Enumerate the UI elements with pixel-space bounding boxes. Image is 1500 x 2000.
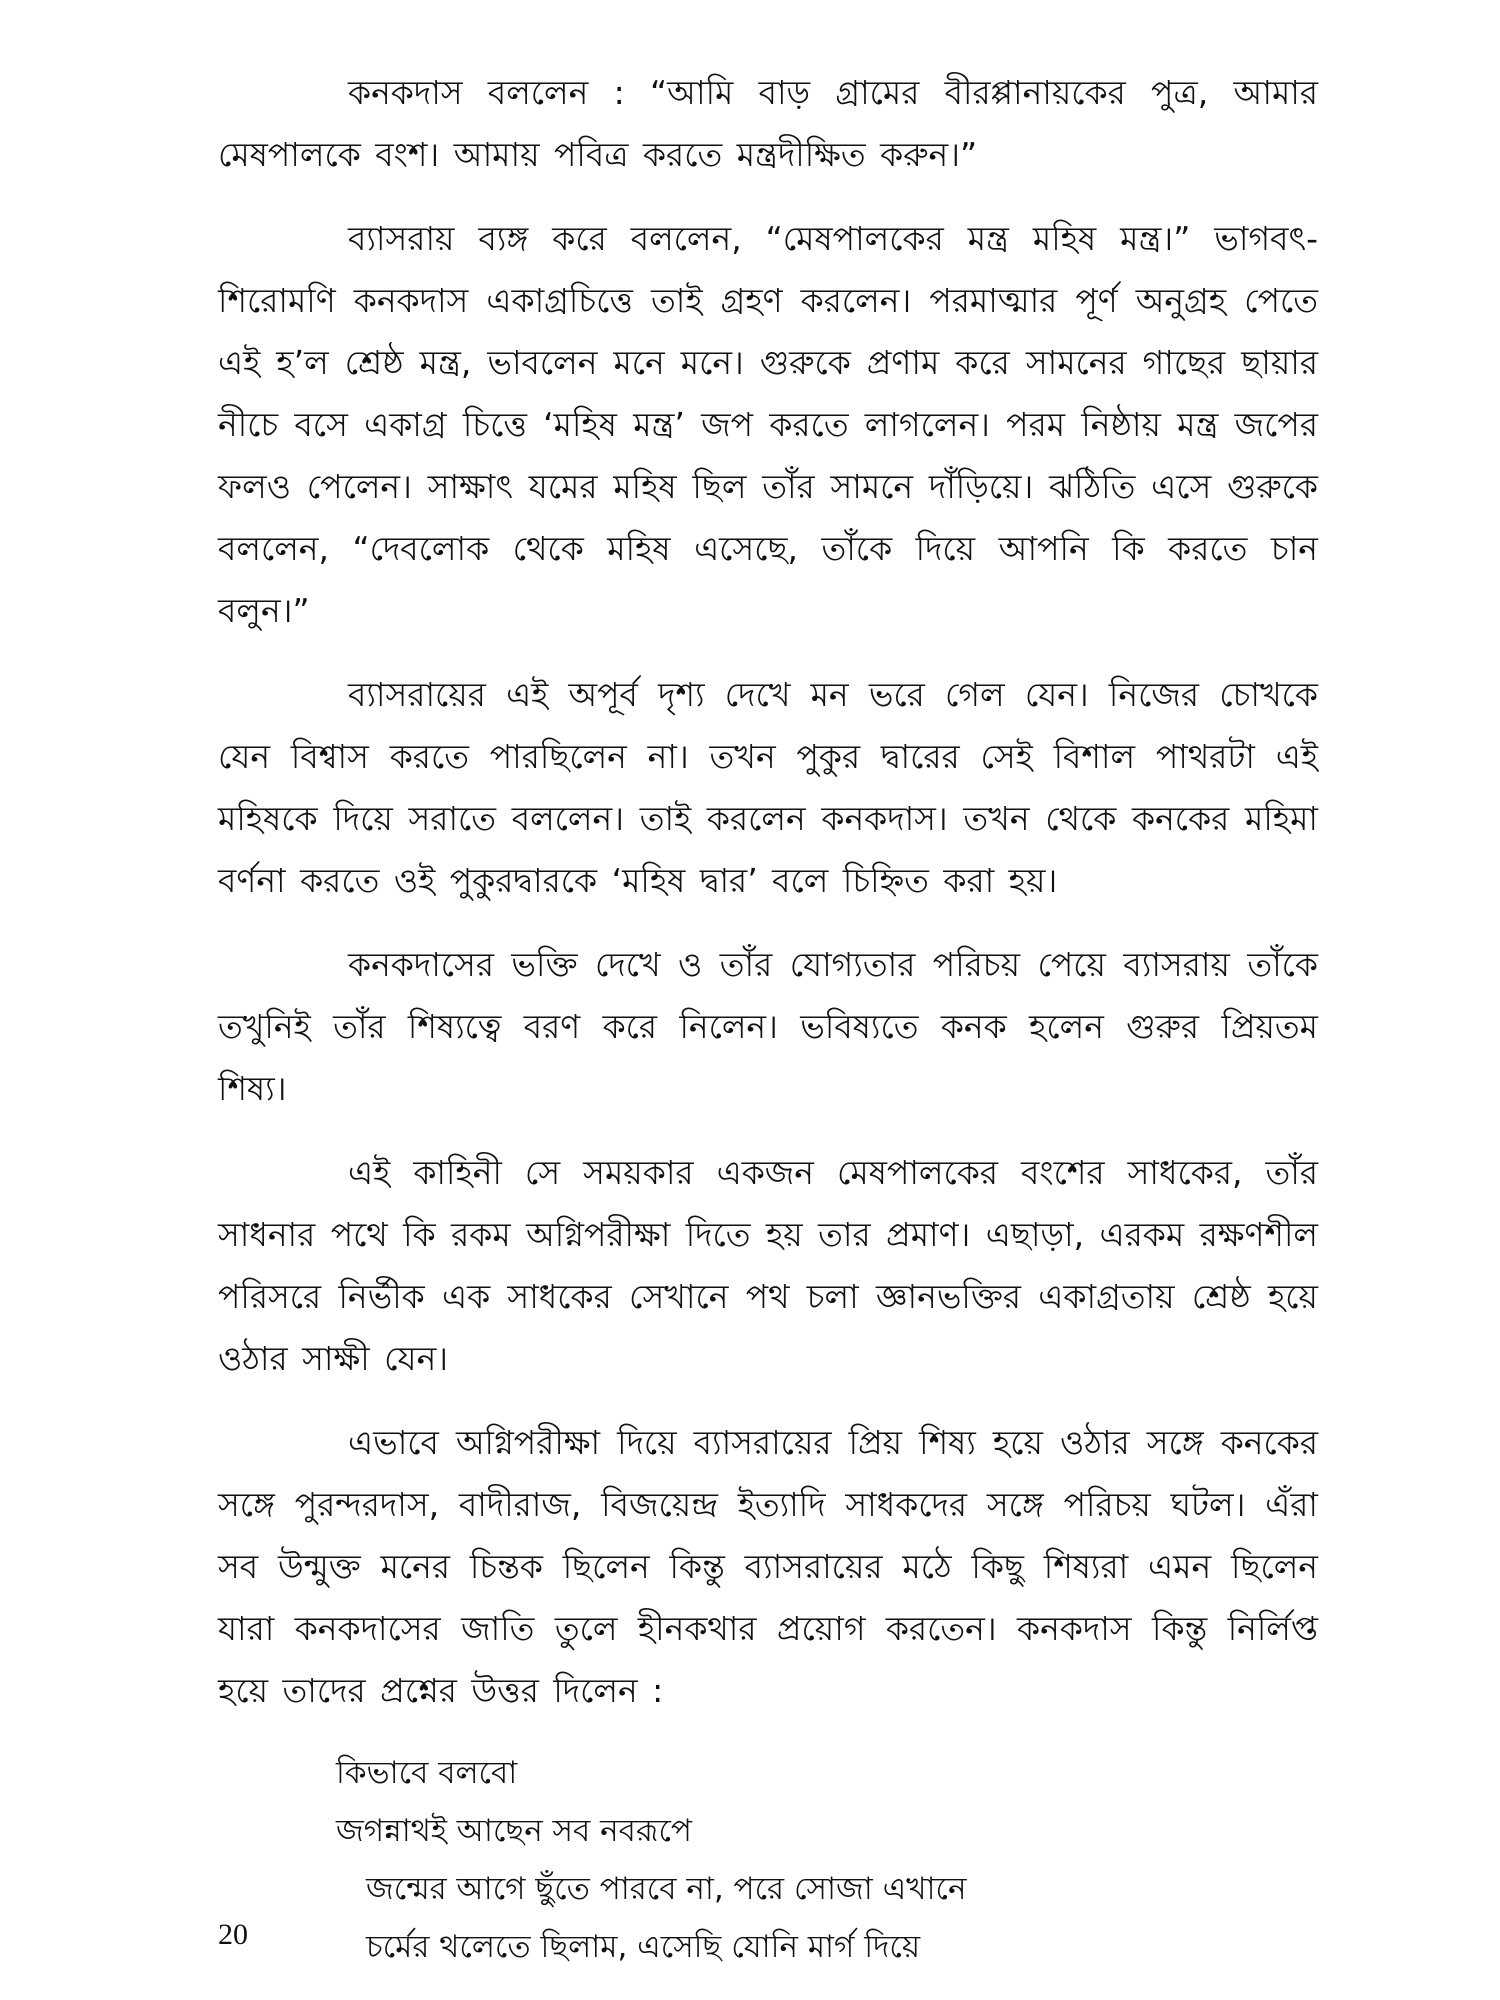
verse-line-1: কিভাবে বলবো	[336, 1755, 518, 1791]
paragraph-6: এভাবে অগ্নিপরীক্ষা দিয়ে ব্যাসরায়ের প্রিয় শিষ্য হয়ে ওঠার সঙ্গে কনকের সঙ্গে পুরন্দরদাস, বাদীরাজ, বিজয়েন্দ্র ইত্যাদি সাধকদের সঙ্গে পরিচয় ঘটল। এঁরা সব উন্মুক্ত মনের চিন্তক ছিলেন কিন্তু ব্যাসরায়ের মঠে কিছু শিষ্যরা এমন ছিলেন যারা কনকদাসের জাতি তুলে হীনকথার প্রয়োগ করতেন। কনকদাস কিন্তু নির্লিপ্ত হয়ে তাদের প্রশ্নের উত্তর দিলেন :	[218, 1423, 1318, 1710]
verse-line-3: জন্মের আগে ছুঁতে পারবে না, পরে সোজা এখানে	[366, 1871, 967, 1907]
verse-block	[218, 1744, 1318, 1976]
paragraph-4: কনকদাসের ভক্তি দেখে ও তাঁর যোগ্যতার পরিচয় পেয়ে ব্যাসরায় তাঁকে তখুনিই তাঁর শিষ্যত্বে বরণ করে নিলেন। ভবিষ্যতে কনক হলেন গুরুর প্রিয়তম শিষ্য।	[218, 945, 1318, 1108]
paragraph-1: কনকদাস বললেন : “আমি বাড় গ্রামের বীরপ্পানায়কের পুত্র, আমার মেষপালকে বংশ। আমায় পবিত্র করতে মন্ত্রদীক্ষিত করুন।”	[218, 73, 1318, 174]
page-number: 20	[218, 1918, 248, 1951]
paragraph-3: ব্যাসরায়ের এই অপূর্ব দৃশ্য দেখে মন ভরে গেল যেন। নিজের চোখকে যেন বিশ্বাস করতে পারছিলেন না। তখন পুকুর দ্বারের সেই বিশাল পাথরটা এই মহিষকে দিয়ে সরাতে বললেন। তাই করলেন কনকদাস। তখন থেকে কনকের মহিমা বর্ণনা করতে ওই পুকুরদ্বারকে ‘মহিষ দ্বার’ বলে চিহ্নিত করা হয়।	[218, 675, 1318, 900]
paragraph-2: ব্যাসরায় ব্যঙ্গ করে বললেন, “মেষপালকের মন্ত্র মহিষ মন্ত্র।” ভাগবৎ-শিরোমণি কনকদাস একাগ্রচিত্তে তাই গ্রহণ করলেন। পরমাত্মার পূর্ণ অনুগ্রহ পেতে এই হ’ল শ্রেষ্ঠ মন্ত্র, ভাবলেন মনে মনে। গুরুকে প্রণাম করে সামনের গাছের ছায়ার নীচে বসে একাগ্র চিত্তে ‘মহিষ মন্ত্র’ জপ করতে লাগলেন। পরম নিষ্ঠায় মন্ত্র জপের ফলও পেলেন। সাক্ষাৎ যমের মহিষ ছিল তাঁর সামনে দাঁড়িয়ে। ঝঠিতি এসে গুরুকে বললেন, “দেবলোক থেকে মহিষ এসেছে, তাঁকে দিয়ে আপনি কি করতে চান বলুন।”	[218, 219, 1318, 630]
verse-line-2: জগন্নাথই আছেন সব নবরূপে	[336, 1813, 692, 1849]
body-text	[218, 62, 1318, 1976]
paragraph-5: এই কাহিনী সে সময়কার একজন মেষপালকের বংশের সাধকের, তাঁর সাধনার পথে কি রকম অগ্নিপরীক্ষা দিতে হয় তার প্রমাণ। এছাড়া, এরকম রক্ষণশীল পরিসরে নির্ভীক এক সাধকের সেখানে পথ চলা জ্ঞানভক্তির একাগ্রতায় শ্রেষ্ঠ হয়ে ওঠার সাক্ষী যেন।	[218, 1153, 1318, 1378]
verse-line-4: চর্মের থলেতে ছিলাম, এসেছি যোনি মার্গ দিয়ে	[366, 1929, 921, 1965]
